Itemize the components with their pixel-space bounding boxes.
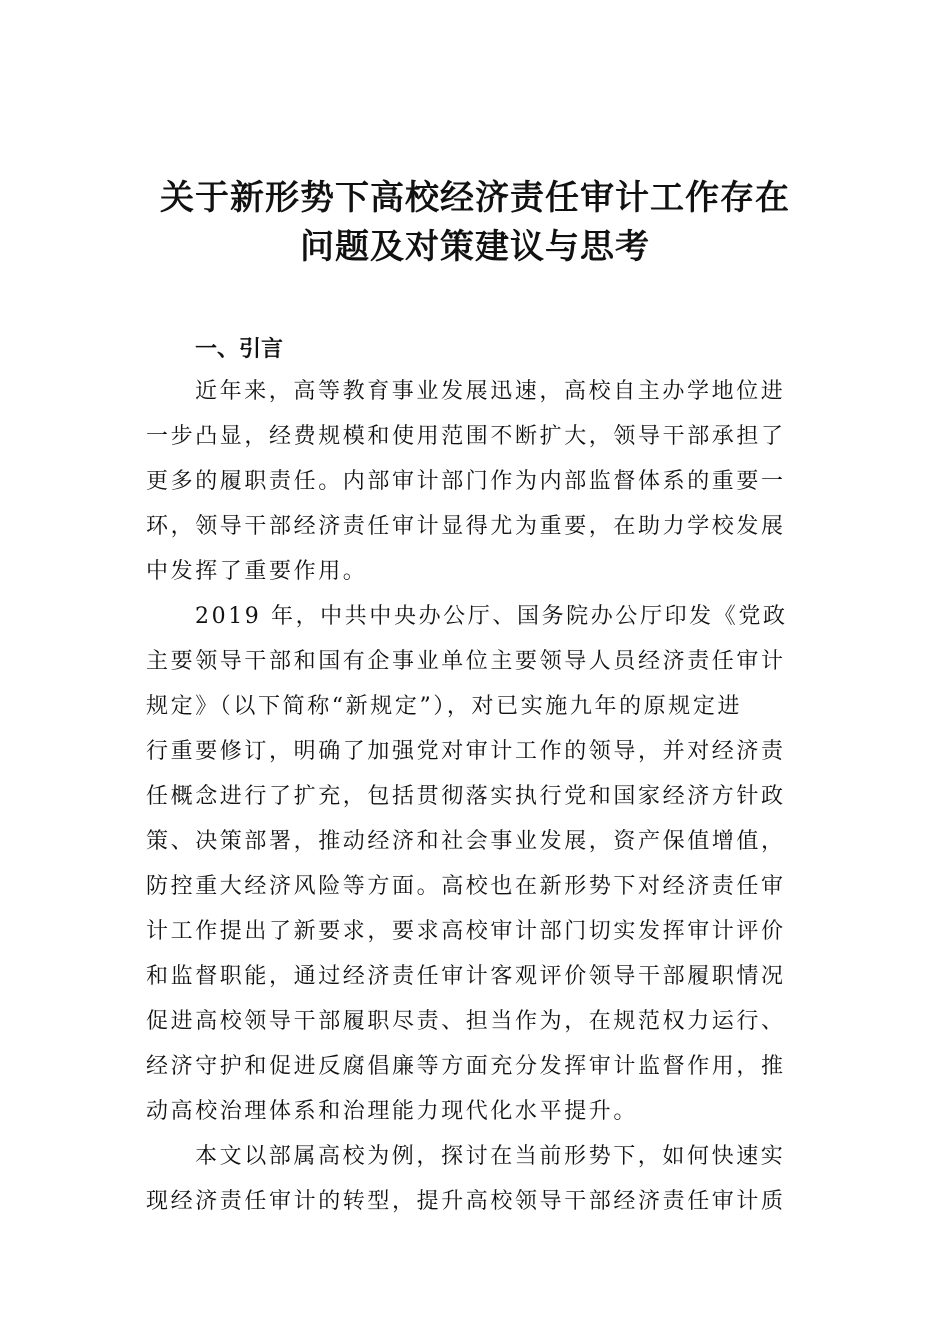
document-title-line-2: 问题及对策建议与思考 (300, 227, 650, 267)
paragraph-line: 2019 年，中共中央办公厅、国务院办公厅印发《党政 (195, 604, 788, 629)
paragraph-line: 近年来，高等教育事业发展迅速，高校自主办学地位进 (195, 379, 786, 404)
paragraph-line: 规定》（以下简称“新规定”），对已实施九年的原规定进 (146, 694, 743, 719)
paragraph-line: 行重要修订，明确了加强党对审计工作的领导，并对经济责 (146, 739, 786, 764)
paragraph-line: 主要领导干部和国有企事业单位主要领导人员经济责任审计 (146, 649, 786, 674)
paragraph-line: 任概念进行了扩充，包括贯彻落实执行党和国家经济方针政 (146, 784, 786, 809)
paragraph-line: 更多的履职责任。内部审计部门作为内部监督体系的重要一 (146, 469, 786, 494)
paragraph-line: 经济守护和促进反腐倡廉等方面充分发挥审计监督作用，推 (146, 1054, 786, 1079)
paragraph-line: 动高校治理体系和治理能力现代化水平提升。 (146, 1099, 639, 1124)
paragraph-line: 环，领导干部经济责任审计显得尤为重要，在助力学校发展 (146, 514, 786, 539)
document-title-line-1: 关于新形势下高校经济责任审计工作存在 (160, 178, 790, 218)
paragraph-line: 和监督职能，通过经济责任审计客观评价领导干部履职情况 (146, 964, 786, 989)
paragraph-line: 现经济责任审计的转型，提升高校领导干部经济责任审计质 (146, 1189, 786, 1214)
paragraph-line: 策、决策部署，推动经济和社会事业发展，资产保值增值， (146, 829, 786, 854)
paragraph-line: 防控重大经济风险等方面。高校也在新形势下对经济责任审 (146, 874, 786, 899)
paragraph-line: 中发挥了重要作用。 (146, 559, 368, 584)
section-heading: 一、引言 (195, 337, 284, 362)
paragraph-line: 计工作提出了新要求，要求高校审计部门切实发挥审计评价 (146, 919, 786, 944)
paragraph-line: 一步凸显，经费规模和使用范围不断扩大，领导干部承担了 (146, 424, 786, 449)
paragraph-line: 本文以部属高校为例，探讨在当前形势下，如何快速实 (195, 1144, 786, 1169)
paragraph-line: 促进高校领导干部履职尽责、担当作为，在规范权力运行、 (146, 1009, 786, 1034)
